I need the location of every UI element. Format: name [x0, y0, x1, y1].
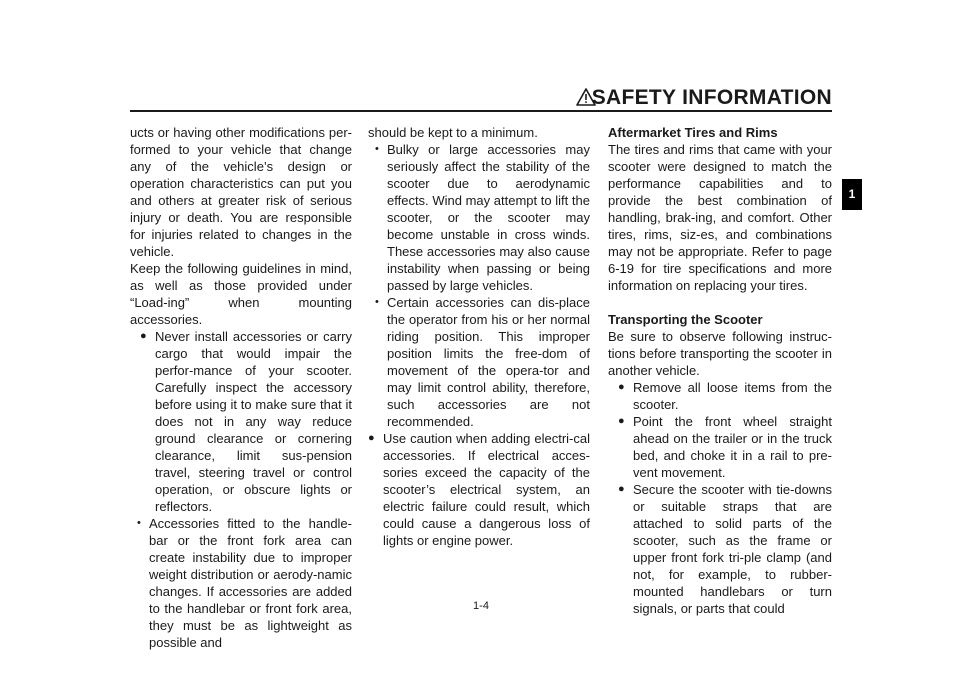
paragraph-spacer: [608, 294, 832, 311]
text-column-3: [608, 124, 832, 617]
subheading-aftermarket-tires: Aftermarket Tires and Rims: [608, 125, 778, 140]
sub-list-item: • Accessories fitted to the handle-bar or the front fork area can create instability due to improper weight distribution or aerody-namic changes. If accessories are added to the handlebar or front fork area, they must be as lightweight as possible and: [130, 515, 352, 651]
section-title: SAFETY INFORMATION: [591, 86, 832, 109]
text-column-1: [130, 124, 352, 651]
page-header: [130, 86, 832, 112]
list-item: ● Never install accessories or carry cargo that would impair the perfor-mance of your scooter. Carefully inspect the accessory before using it to make sure that it does not in any way reduce ground clearance or cornering clearance, limit sus-pension travel, steering travel or control operation, or obscure lights or reflectors.: [130, 328, 352, 515]
list-item: ● Secure the scooter with tie-downs or suitable straps that are attached to solid parts of the scooter, such as the frame or upper front fork tri-ple clamp (and not, for example, to rubber-mounted handlebars or turn signals, or parts that could: [608, 481, 832, 617]
transport-paragraph: Be sure to observe following instruc-tions before transporting the scooter in another vehicle.: [608, 329, 832, 378]
list-item: ● Use caution when adding electri-cal accessories. If electrical acces-sories exceed the capacity of the scooter’s electrical system, an electric failure could result, which could cause a dangerous loss of lights or engine power.: [368, 430, 590, 549]
sub-list-item: • Bulky or large accessories may seriously affect the stability of the scooter due to aerodynamic effects. Wind may attempt to lift the scooter, or the scooter may become unstable in cross winds. These accessories may also cause instability when passing or being passed by large vehicles.: [368, 141, 590, 294]
header-rule: [130, 110, 832, 112]
list-item: ● Point the front wheel straight ahead on the trailer or in the truck bed, and choke it in a rail to pre-vent movement.: [608, 413, 832, 481]
subheading-transporting: Transporting the Scooter: [608, 312, 763, 327]
text-column-2: [368, 124, 590, 549]
guidelines-paragraph: Keep the following guidelines in mind, as well as those provided under “Load-ing” when mounting accessories.: [130, 261, 352, 327]
intro-paragraph: ucts or having other modifications per-formed to your vehicle that change any of the vehicle’s design or operation characteristics can put you and others at greater risk of serious injury or death. You are responsible for injuries related to changes in the vehicle.: [130, 125, 352, 259]
page-number: 1-4: [473, 600, 489, 612]
sub-list-item: • Certain accessories can dis-place the operator from his or her normal riding position. This improper position limits the free-dom of movement of the opera-tor and may limit control ability, therefore, such accessories are not recommended.: [368, 294, 590, 430]
list-item: ● Remove all loose items from the scooter.: [608, 379, 832, 413]
sub-list-item-continued: should be kept to a minimum.: [368, 125, 538, 140]
chapter-tab: 1: [842, 179, 862, 210]
tires-paragraph: The tires and rims that came with your scooter were designed to match the performance capabilities and to provide the best combination of handling, brak-ing, and comfort. Other tires, rims, siz-es, and combinations may not be appropriate. Refer to page 6-19 for tire specifications and more information on replacing your tires.: [608, 142, 832, 293]
